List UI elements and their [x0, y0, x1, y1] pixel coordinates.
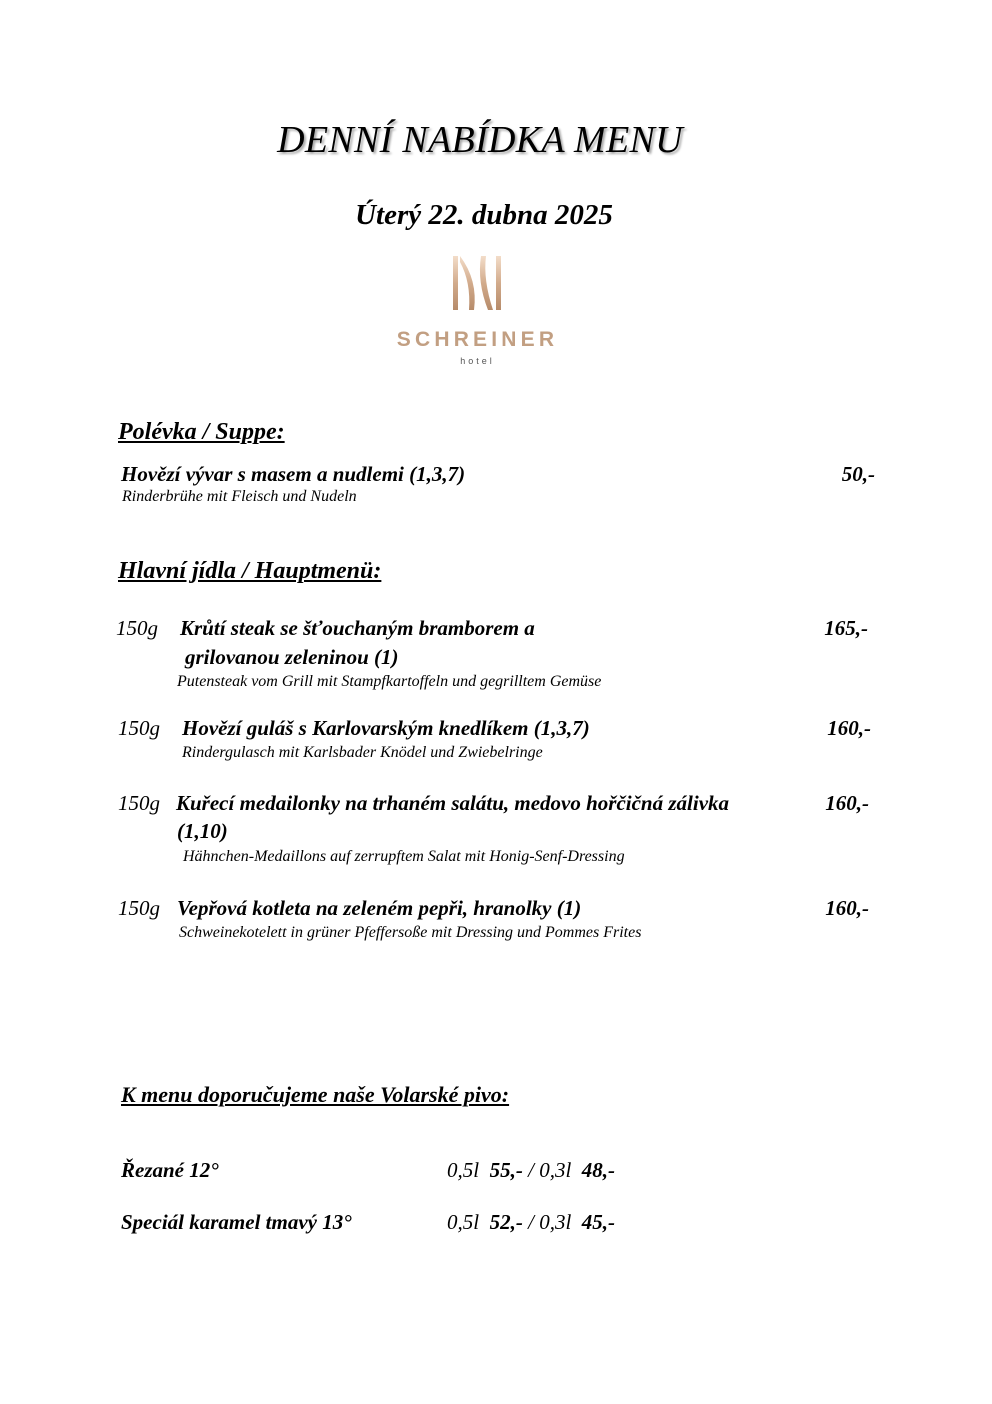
logo-monogram-icon [380, 252, 580, 324]
soup-name: Hovězí vývar s masem a nudlemi (1,3,7) [121, 462, 466, 486]
beer-size-large: 0,5l [447, 1210, 480, 1234]
beer-name: Řezané 12° [121, 1158, 219, 1182]
beer-price-small: 48,- [581, 1158, 616, 1182]
dish-name: Kuřecí medailonky na trhaném salátu, medovo hořčičná zálivka [176, 791, 730, 815]
beer-price-large: 52,- [489, 1210, 523, 1234]
dish-translation: Schweinekotelett in grüner Pfeffersoße mit Dressing und Pommes Frites [179, 924, 642, 941]
beer-separator: / [528, 1210, 534, 1234]
dish-name: Krůtí steak se šťouchaným bramborem a [180, 616, 535, 640]
main-heading: Hlavní jídla / Hauptmenü: [118, 558, 382, 584]
soup-translation: Rinderbrühe mit Fleisch und Nudeln [122, 488, 357, 505]
beer-separator: / [528, 1158, 534, 1182]
logo-subtitle: hotel [460, 356, 495, 366]
dish-weight: 150g [116, 616, 158, 640]
dish-name-cont: (1,10) [177, 819, 228, 843]
beer-size-small: 0,3l [539, 1210, 572, 1234]
logo-brand: SCHREINER [396, 328, 559, 351]
dish-price: 160,- [825, 896, 869, 920]
dish-name-cont: grilovanou zeleninou (1) [185, 645, 399, 669]
dish-name: Hovězí guláš s Karlovarským knedlíkem (1,3,7) [182, 716, 590, 740]
dish-weight: 150g [118, 896, 160, 920]
dish-translation: Hähnchen-Medaillons auf zerrupftem Salat mit Honig-Senf-Dressing [183, 848, 625, 865]
menu-title: DENNÍ NABÍDKA MENU [277, 119, 683, 161]
beer-price-large: 55,- [489, 1158, 523, 1182]
dish-translation: Putensteak vom Grill mit Stampfkartoffeln und gegrilltem Gemüse [177, 673, 602, 690]
dish-name: Vepřová kotleta na zeleném pepři, hranolky (1) [177, 896, 582, 920]
beer-size-small: 0,3l [539, 1158, 572, 1182]
dish-translation: Rindergulasch mit Karlsbader Knödel und Zwiebelringe [182, 744, 543, 761]
soup-price: 50,- [841, 462, 875, 486]
beer-name: Speciál karamel tmavý 13° [121, 1210, 352, 1234]
dish-weight: 150g [118, 716, 160, 740]
dish-price: 160,- [825, 791, 869, 815]
menu-date: Úterý 22. dubna 2025 [355, 199, 613, 231]
dish-weight: 150g [118, 791, 160, 815]
dish-price: 160,- [827, 716, 871, 740]
beer-prices [447, 1210, 615, 1235]
beer-prices [447, 1158, 615, 1183]
beer-size-large: 0,5l [447, 1158, 480, 1182]
dish-price: 165,- [824, 616, 868, 640]
soup-heading: Polévka / Suppe: [118, 419, 285, 445]
beer-heading: K menu doporučujeme naše Volarské pivo: [121, 1082, 510, 1107]
beer-price-small: 45,- [581, 1210, 616, 1234]
hotel-logo [380, 252, 580, 372]
